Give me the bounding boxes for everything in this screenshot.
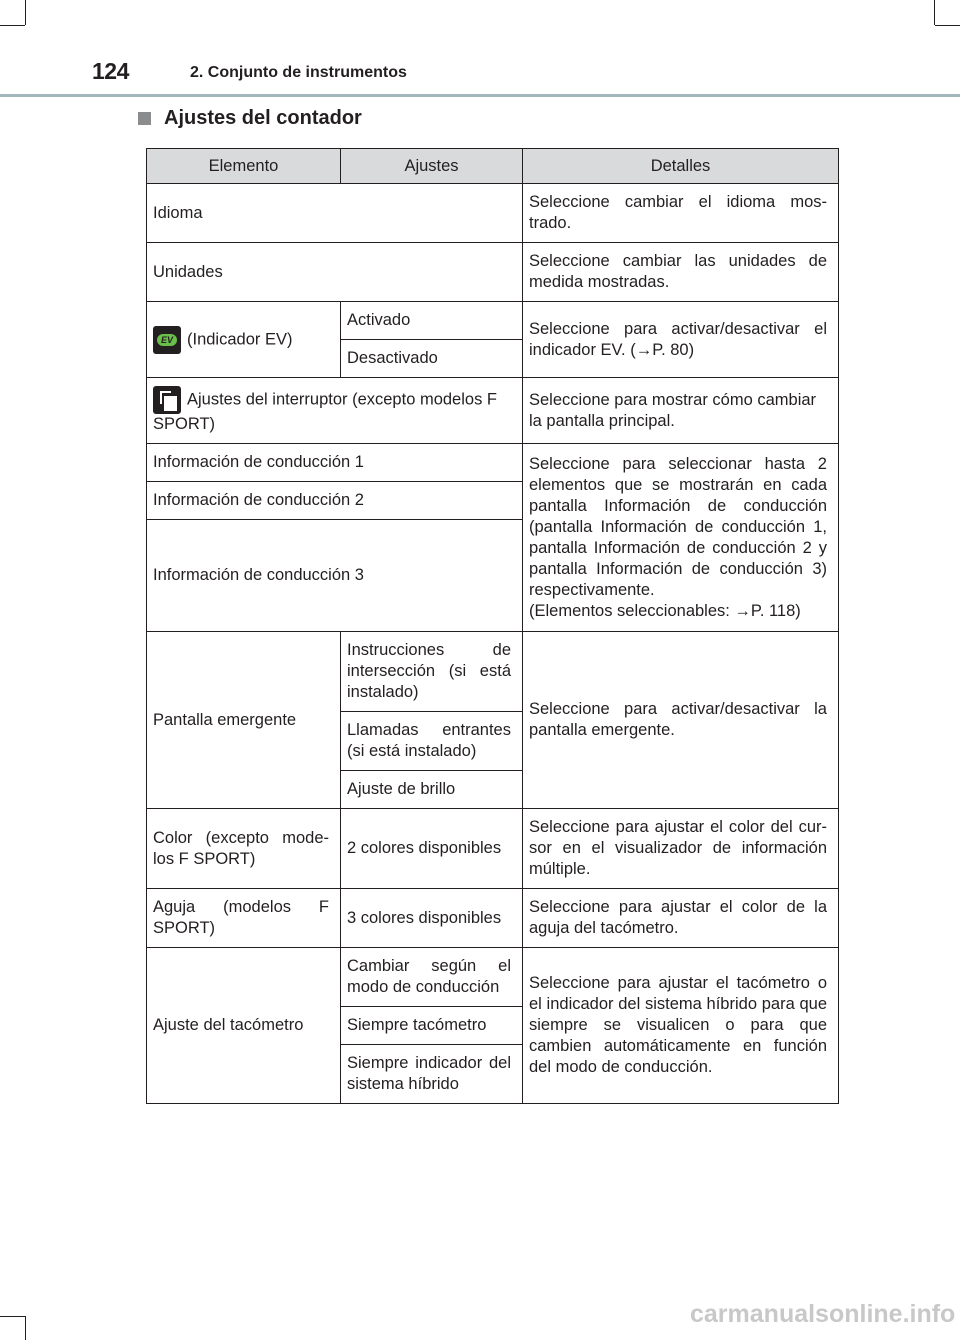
element-cell: Color (excepto mode-los F SPORT) <box>147 809 341 889</box>
watermark: carmanualsonline.info <box>690 1300 956 1328</box>
page-number: 124 <box>92 58 129 84</box>
element-cell: Aguja (modelos F SPORT) <box>147 889 341 948</box>
table-row <box>147 948 839 1007</box>
column-header: Elemento <box>147 149 341 184</box>
setting-cell: Activado <box>341 302 523 340</box>
display-switch-icon <box>153 386 181 414</box>
chapter-title: 2. Conjunto de instrumentos <box>190 64 407 81</box>
element-cell <box>147 378 523 444</box>
setting-cell: Instrucciones de intersección (si está instalado) <box>341 632 523 712</box>
page-reference-link[interactable]: (Elementos seleccionables: →P. 118) <box>529 601 801 620</box>
page-header <box>0 0 960 100</box>
details-cell: Seleccione para ajustar el color del cur-sor en el visualizador de información múltiple. <box>523 809 839 889</box>
setting-cell: Siempre indicador del sistema híbrido <box>341 1045 523 1104</box>
crop-mark <box>0 1316 25 1317</box>
table-row <box>147 809 839 889</box>
table-row <box>147 302 839 340</box>
table-row <box>147 889 839 948</box>
details-text: Seleccione para seleccionar hasta 2 elementos que se mostrarán en cada pantalla Información de conducción (pantalla Información de conducción 1, pantalla Información de conducción 2 y pantalla Información de conducción 3) respectivamente. <box>529 454 827 599</box>
table-row <box>147 243 839 302</box>
setting-cell: Siempre tacómetro <box>341 1007 523 1045</box>
details-cell: Seleccione para activar/desactivar la pantalla emergente. <box>523 632 839 809</box>
crop-mark <box>25 1316 26 1340</box>
column-header: Detalles <box>523 149 839 184</box>
details-cell: Seleccione cambiar el idioma mos-trado. <box>523 184 839 243</box>
element-cell: Información de conducción 2 <box>147 482 523 520</box>
setting-cell: Llamadas entrantes (si está instalado) <box>341 712 523 771</box>
table-header-row <box>147 149 839 184</box>
setting-cell: 3 colores disponibles <box>341 889 523 948</box>
setting-cell: Ajuste de brillo <box>341 771 523 809</box>
table-row <box>147 444 839 482</box>
column-header: Ajustes <box>341 149 523 184</box>
element-cell: Información de conducción 1 <box>147 444 523 482</box>
details-cell: Seleccione para activar/desactivar el indicador EV. (→P. 80) <box>523 302 839 378</box>
element-label: Ajustes del interruptor (excepto modelos F SPORT) <box>153 390 497 433</box>
details-cell: Seleccione para ajustar el tacómetro o el indicador del sistema híbrido para que siempre se visualicen o para que cambien automáticamente en función del modo de conducción. <box>523 948 839 1104</box>
setting-cell: Cambiar según el modo de conducción <box>341 948 523 1007</box>
ev-indicator-icon: EV <box>153 326 181 354</box>
table-row <box>147 632 839 712</box>
element-cell: Pantalla emergente <box>147 632 341 809</box>
table-row <box>147 184 839 243</box>
details-cell: Seleccione cambiar las unidades de medida mostradas. <box>523 243 839 302</box>
element-cell <box>147 302 341 378</box>
table-row <box>147 378 839 444</box>
element-cell: Información de conducción 3 <box>147 520 523 632</box>
element-cell: Unidades <box>147 243 523 302</box>
element-cell: Ajuste del tacómetro <box>147 948 341 1104</box>
section-title: Ajustes del contador <box>164 107 362 129</box>
element-label: (Indicador EV) <box>187 329 293 348</box>
section-heading <box>138 107 362 130</box>
details-cell <box>523 444 839 632</box>
square-bullet-icon <box>138 112 151 125</box>
settings-table <box>146 148 839 1104</box>
setting-cell: 2 colores disponibles <box>341 809 523 889</box>
details-cell: Seleccione para ajustar el color de la aguja del tacómetro. <box>523 889 839 948</box>
header-divider <box>0 94 960 97</box>
element-cell: Idioma <box>147 184 523 243</box>
setting-cell: Desactivado <box>341 340 523 378</box>
details-cell: Seleccione para mostrar cómo cambiar la pantalla principal. <box>523 378 839 444</box>
